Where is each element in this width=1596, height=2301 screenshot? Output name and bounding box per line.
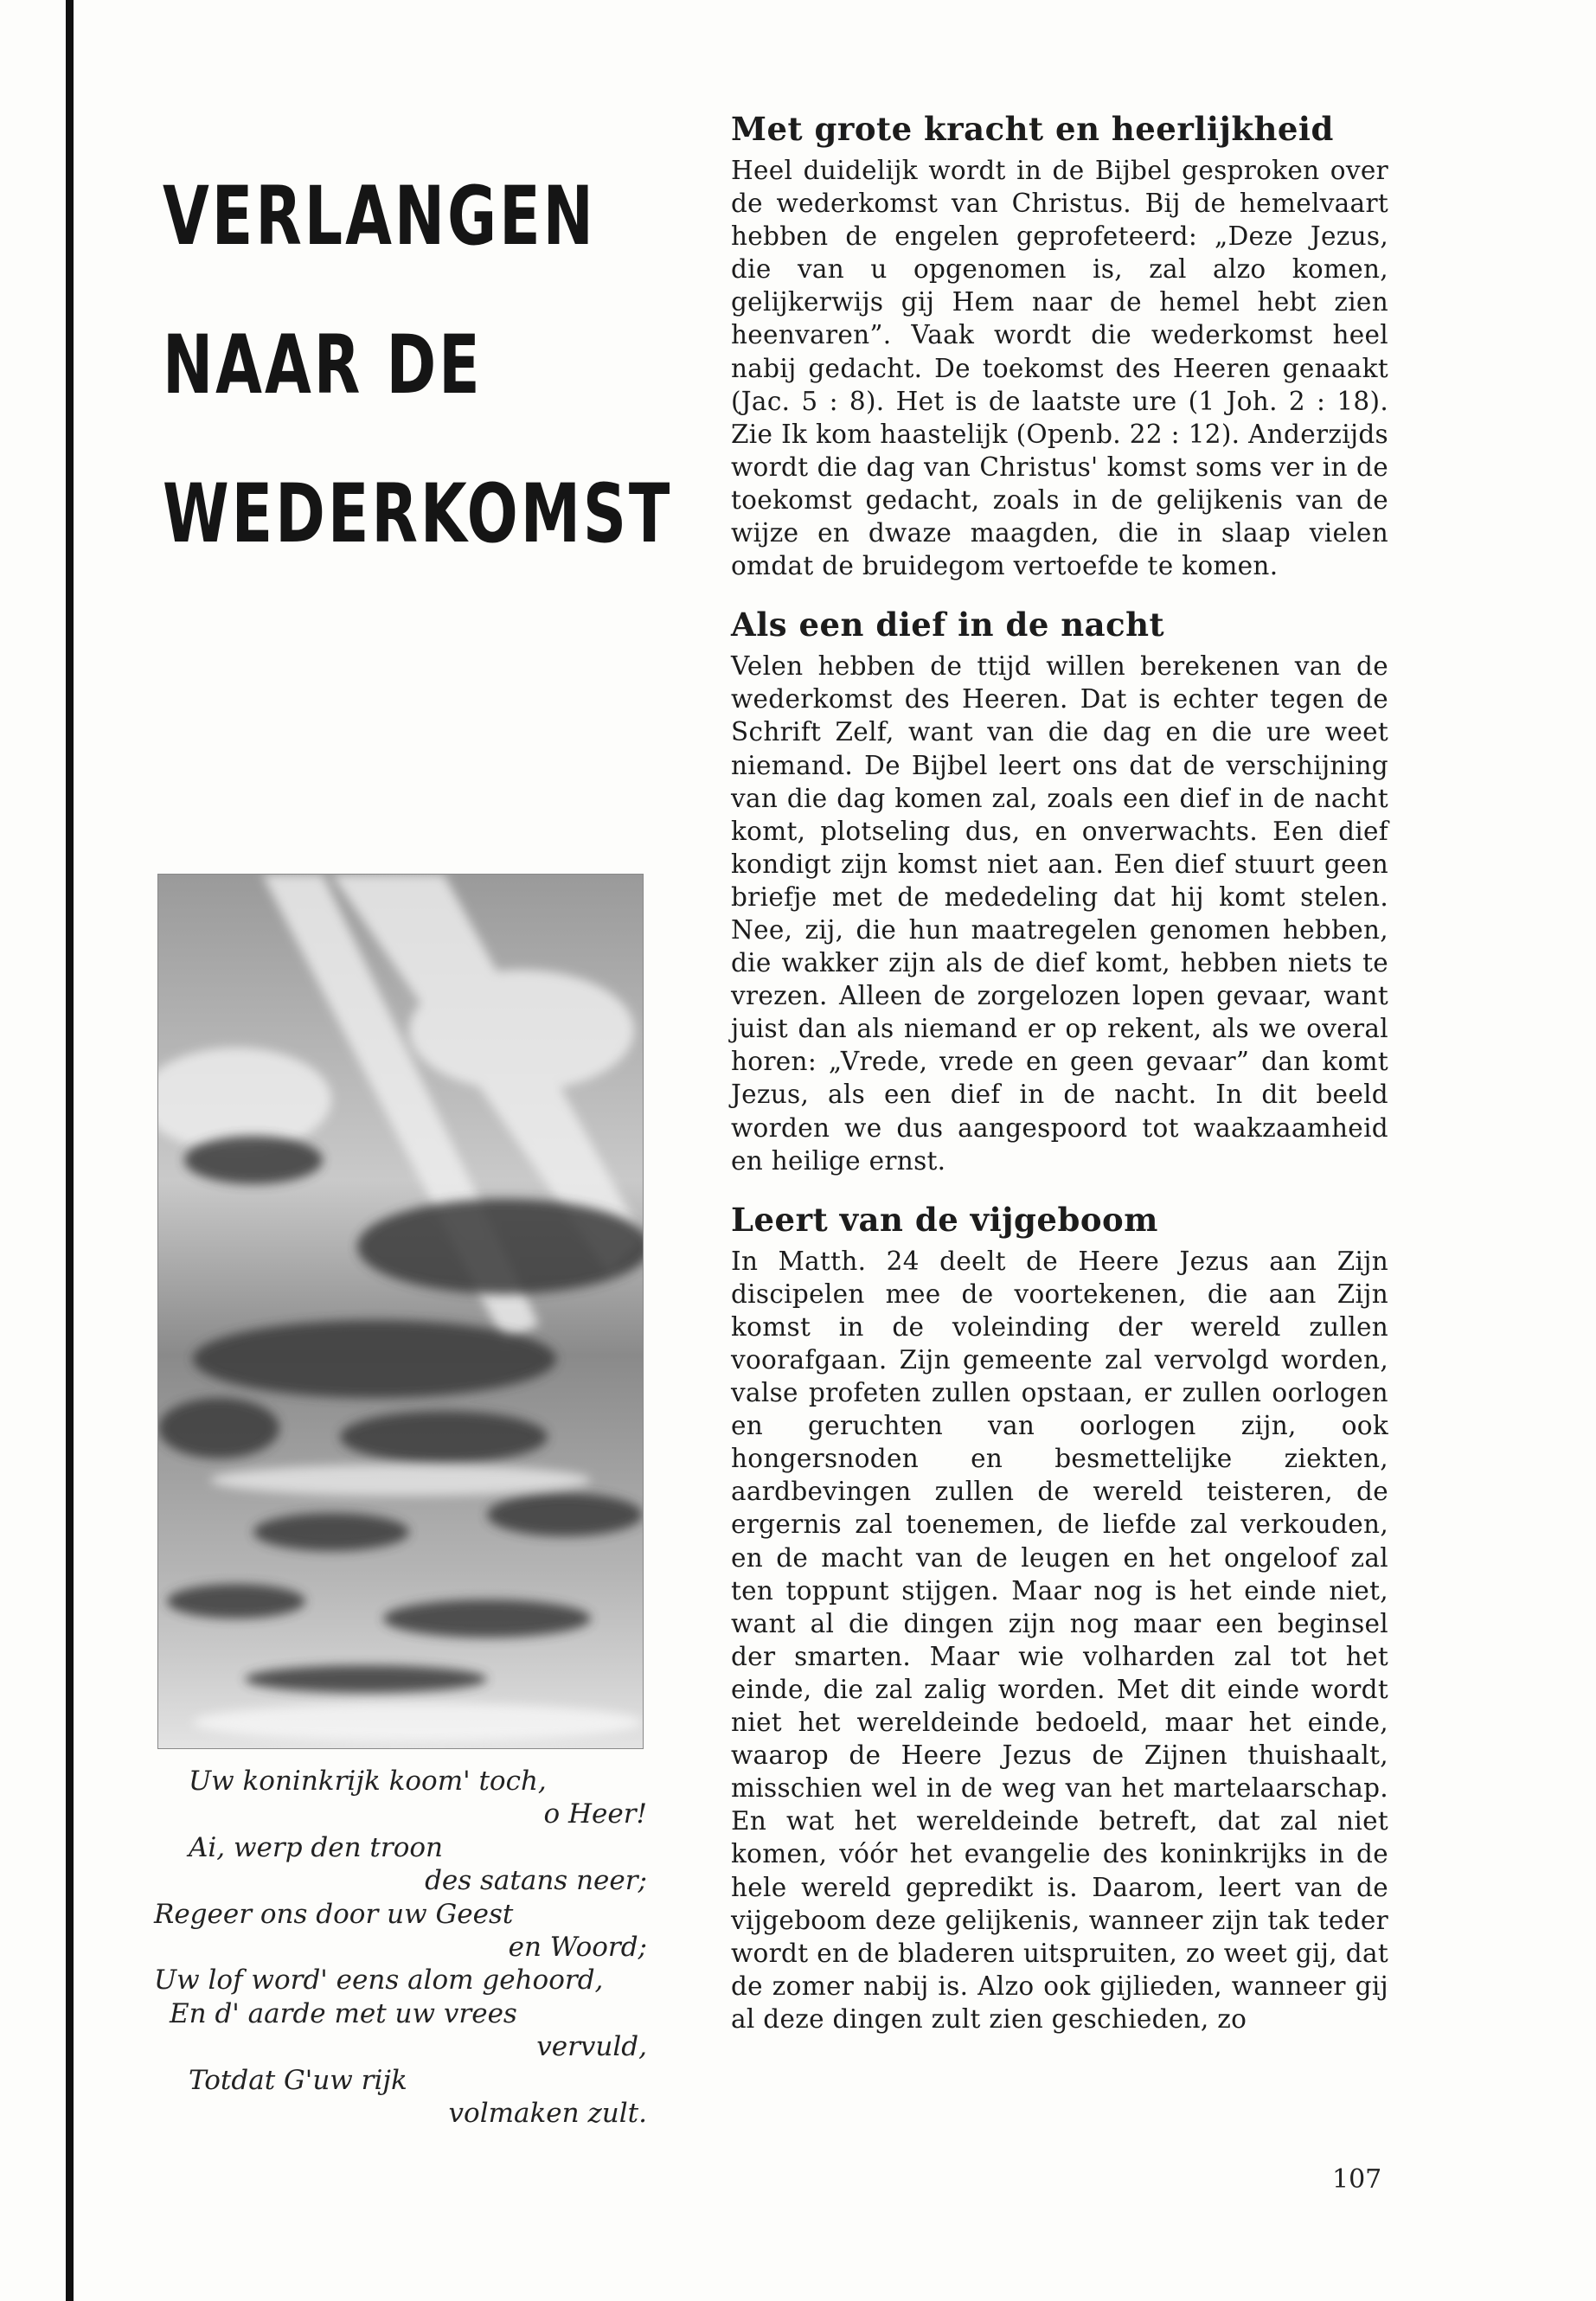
sky-clouds-photo xyxy=(157,874,644,1749)
page-edge-bar xyxy=(0,0,69,2301)
title-line-2: NAAR DE xyxy=(163,318,483,413)
section-body: In Matth. 24 deelt de Heere Jezus aan Zijn discipelen mee de voortekenen, die aan Zijn komst in de voleinding der wereld zullen voorafgaan. Zijn gemeente zal vervolgd worden, valse profeten zullen opstaan, er zullen oorlogen en geruchten van oorlogen zijn, ook hongersnoden en besmettelijke ziekten, aardbevingen zullen de wereld teisteren, de ergernis zal toenemen, de liefde zal verkouden, en de macht van de leugen en het ongeloof zal ten toppunt stijgen. Maar nog is het einde niet, want al die dingen zijn nog maar een beginsel der smarten. Maar wie volharden zal tot het einde, die zal zalig worden. Met dit einde wordt niet het wereldeinde bedoeld, maar het einde, waarop de Heere Jezus de Zijnen thuishaalt, misschien wel in de weg van het martelaarschap. En wat het wereldeinde betreft, dat zal niet komen, vóór het evangelie des koninkrijks in de hele wereld gepredikt is. Daarom, leert van de vijgeboom deze gelijkenis, wanneer zijn tak teder wordt en de bladeren uitspruiten, zo weet gij, dat de zomer nabij is. Alzo ook gijlieden, wanneer gij al deze dingen zult zien geschieden, zo xyxy=(731,1246,1388,2034)
poem-line: En d' aarde met uw vrees xyxy=(170,1997,517,2029)
section-heading: Met grote kracht en heerlijkheid xyxy=(731,110,1334,148)
poem-line: o Heer! xyxy=(543,1798,647,1830)
poem-line: en Woord; xyxy=(508,1932,647,1964)
section-grote-kracht xyxy=(731,104,1388,582)
section-body: Velen hebben de ttijd willen berekenen van de wederkomst des Heeren. Dat is echter tegen de Schrift Zelf, want van die dag en die ure weet niemand. De Bijbel leert ons dat de verschijning van die dag komen zal, zoals een dief in de nacht komt, plotseling dus, en onverwachts. Een dief kondigt zijn komst niet aan. Een dief stuurt geen briefje met de mededeling dat hij komt stelen. Nee, zij, die hun maatregelen genomen hebben, die wakker zijn als de dief komt, hebben niets te vrezen. Alleen de zorgelozen lopen gevaar, want juist dan als niemand er op rekent, als we overal horen: „Vrede, vrede en geen gevaar” dan komt Jezus, als een dief in de nacht. In dit beeld worden we dus aangespoord tot waakzaamheid en heilige ernst. xyxy=(731,651,1388,1176)
clouds-illustration xyxy=(158,875,643,1748)
section-heading: Leert van de vijgeboom xyxy=(731,1200,1158,1239)
section-vijgeboom xyxy=(731,1195,1388,2035)
title-line-3: WEDERKOMST xyxy=(163,467,673,561)
article-column xyxy=(731,104,1388,2053)
poem-line: vervuld, xyxy=(536,2031,647,2063)
page-title xyxy=(163,143,673,589)
title-line-1: VERLANGEN xyxy=(163,170,596,264)
section-heading: Als een dief in de nacht xyxy=(731,606,1165,644)
poem-line: des satans neer; xyxy=(425,1865,647,1897)
poem-line: volmaken zult. xyxy=(448,2098,647,2130)
poem-line: Totdat G'uw rijk xyxy=(189,2064,407,2096)
section-body: Heel duidelijk wordt in de Bijbel gesproken over de wederkomst van Christus. Bij de hemelvaart hebben de engelen geprofeteerd: „Deze Jezus, die van u opgenomen is, zal alzo komen, gelijkerwijs gij Hem naar de hemel hebt zien heenvaren”. Vaak wordt die wederkomst heel nabij gedacht. De toekomst des Heeren genaakt (Jac. 5 : 8). Het is de laatste ure (1 Joh. 2 : 18). Zie Ik kom haastelijk (Openb. 22 : 12). Anderzijds wordt die dag van Christus' komst soms ver in de toekomst gedacht, zoals in de gelijkenis van de wijze en dwaze maagden, die in slaap vielen omdat de bruidegom vertoefde te komen. xyxy=(731,156,1388,581)
poem-line: Regeer ons door uw Geest xyxy=(154,1898,514,1930)
poem-line: Ai, werp den troon xyxy=(189,1831,443,1863)
page-number: 107 xyxy=(1332,2164,1382,2195)
poem-line: Uw lof word' eens alom gehoord, xyxy=(154,1965,604,1997)
poem xyxy=(154,1765,647,2130)
poem-line: Uw koninkrijk koom' toch, xyxy=(189,1766,547,1797)
section-dief-in-de-nacht xyxy=(731,599,1388,1177)
